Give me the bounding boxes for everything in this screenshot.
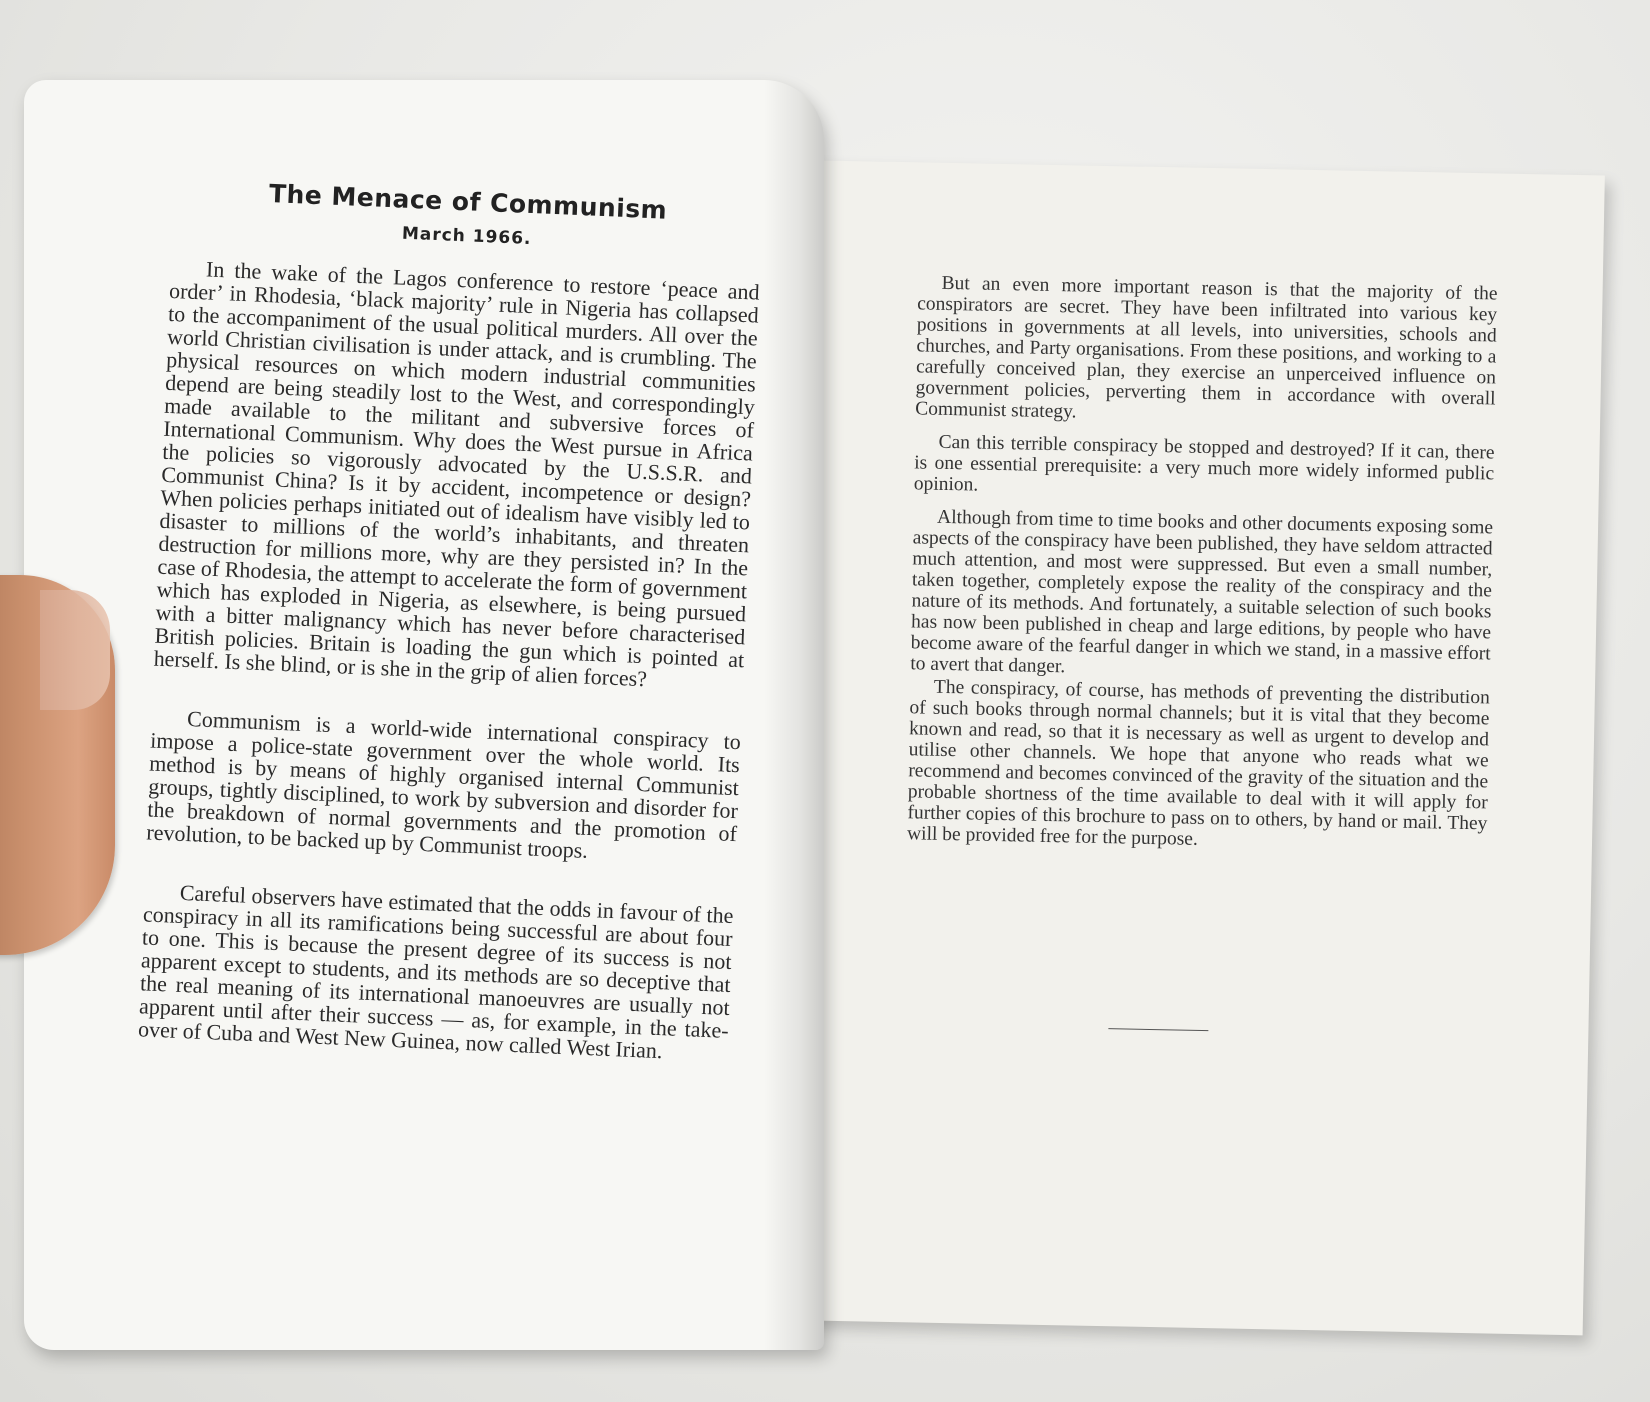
left-page [24, 80, 824, 1350]
left-paragraph-3: Careful observers have estimated that the odds in favour of the conspiracy in all its ramifications being successful are about four to one. This is because the present degree of its success is not apparent except to students, and its methods are so deceptive that the real meaning of its international manoeuvres are usually not apparent until after their success — as, for example, in the take-over of Cuba and West New Guinea, now called West Irian. [137, 879, 735, 1064]
left-page-body [138, 175, 764, 1065]
right-paragraph-1: But an even more important reason is that the majority of the conspirators are secret. They have been infiltrated into various key positions in governments at all levels, into universities, schools and churches, and Party organisations. From these positions, and working to a carefully conceived plan, they exercise an unperceived influence on government policies, perverting them in accordance with overall Communist strategy. [915, 272, 1498, 423]
left-paragraph-1: In the wake of the Lagos conference to restore ‘peace and order’ in Rhodesia, ‘black majority’ rule in Nigeria has collapsed to the accompaniment of the usual political murders. All over the world Christian civilisation is under attack, and is crumbling. The physical resources on which modern industrial communities depend are being steadily lost to the West, and correspondingly made available to the militant and subversive forces of International Communism. Why does the West pursue in Africa the policies so vigorously advocated by the U.S.S.R. and Communist China? Is it by accident, incompetence or design? When policies perhaps initiated out of idealism have visibly led to disaster to millions of the world’s inhabitants, and threaten destruction for millions more, why are they persisted in? In the case of Rhodesia, the attempt to accelerate the form of government which has exploded in Nigeria, as elsewhere, is being pursued with a bitter malignancy which has never before characterised British policies. Britain is loading the gun which is pointed at herself. Is she blind, or is she in the grip of alien forces? [153, 256, 761, 692]
right-paragraph-4: The conspiracy, of course, has methods of preventing the distribution of such books through normal channels; but it is vital that they become known and read, so that it is necessary as well as urgent to develop and utilise other channels. We hope that anyone who reads what we recommend and becomes convinced of the gravity of the situation and the probable shortness of the time available to deal with it will apply for further copies of this brochure to pass on to others, by hand or mail. They will be provided free for the purpose. [906, 676, 1491, 850]
end-rule-divider [1108, 1028, 1208, 1031]
right-paragraph-2: Can this terrible conspiracy be stopped and destroyed? If it can, there is one essential prerequisite: a very much more widely informed public opinion. [913, 431, 1495, 496]
right-page-body [907, 272, 1498, 867]
gutter-shadow [764, 80, 824, 1350]
thumbnail-highlight [40, 590, 110, 710]
left-page-text [138, 256, 760, 1065]
right-page [773, 160, 1605, 1335]
left-paragraph-2: Communism is a world-wide international conspiracy to impose a police-state government over the whole world. Its method is by means of highly organised internal Communist groups, tightly disciplined, to work by subversion and disorder for the breakdown of normal governments and the promotion of revolution, to be backed up by Communist troops. [145, 706, 742, 863]
right-paragraph-3: Although from time to time books and other documents exposing some aspects of the conspiracy have been published, they have seldom attracted much attention, and most were suppressed. But even a small number, taken together, completely expose the reality of the conspiracy and the nature of its methods. And fortunately, a suitable selection of such books has now been published in cheap and large editions, by people who have become aware of the fearful danger in which we stand, in a massive effort to avert that danger. [910, 506, 1494, 678]
page-title: The Menace of Communism [268, 179, 668, 225]
page-date: March 1966. [401, 223, 532, 250]
